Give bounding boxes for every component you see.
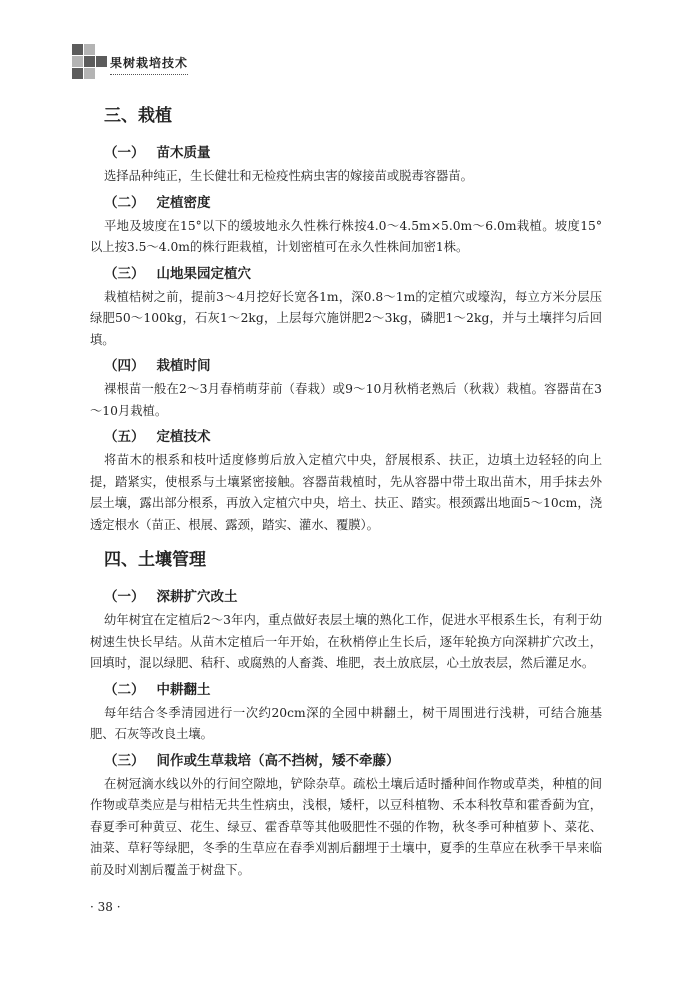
subsection-heading — [104, 426, 602, 448]
subsection-title: 间作或生草栽培（高不挡树，矮不牵藤） — [156, 752, 400, 769]
page-number: · 38 · — [90, 900, 121, 914]
subsection-heading — [104, 679, 602, 701]
page-content — [90, 104, 602, 885]
subsection-heading — [104, 263, 602, 285]
running-header — [72, 44, 212, 80]
subsection-number: （一） — [104, 589, 145, 605]
subsection-title: 中耕翻土 — [156, 681, 211, 698]
subsection-title: 定植密度 — [156, 194, 211, 211]
subsection-heading — [104, 586, 602, 608]
subsection-title: 栽植时间 — [156, 358, 211, 374]
paragraph: 将苗木的根系和枝叶适度修剪后放入定植穴中央，舒展根系、扶正，边填土边轻轻的向上提，踏紧实，使根系与土壤紧密接触。容器苗栽植时，先从容器中带土取出苗木，用手抹去外层土壤，露出部分根系，再放入定植穴中央，培土、扶正、踏实。根颈露出地面5～10cm，浇透定根水（苗正、根展、露颈，踏实、灌水、覆膜）。 — [90, 453, 602, 532]
section-title: 三、栽植 — [104, 106, 172, 126]
subsection-number: （二） — [104, 194, 145, 211]
subsection-number: （一） — [104, 145, 145, 161]
subsection-number: （二） — [104, 681, 145, 698]
paragraph: 选择品种纯正，生长健壮和无检疫性病虫害的嫁接苗或脱毒容器苗。 — [104, 169, 473, 183]
paragraph: 栽植桔树之前，提前3～4月挖好长宽各1m，深0.8～1m的定植穴或壕沟，每立方米分层压绿肥50～100kg，石灰1～2kg，上层每穴施饼肥2～3kg，磷肥1～2kg，并与土壤拌匀后回填。 — [90, 289, 602, 347]
paragraph: 平地及坡度在15°以下的缓坡地永久性株行株按4.0～4.5m×5.0m～6.0m栽植。坡度15°以上按3.5～4.0m的株行距栽植，计划密植可在永久性株间加密1株。 — [90, 218, 602, 254]
subsection-title: 定植技术 — [156, 429, 211, 445]
running-title: 果树栽培技术 — [110, 54, 188, 75]
paragraph: 幼年树宜在定植后2～3年内，重点做好表层土壤的熟化工作，促进水平根系生长，有利于幼树速生快长早结。从苗木定植后一年开始，在秋梢停止生长后，逐年轮换方向深耕扩穴改土，回填时，混以绿肥、秸秆、或腐熟的人畜粪、堆肥，表土放底层，心土放表层，然后灌足水。 — [90, 613, 602, 670]
subsection-heading — [104, 142, 602, 164]
subsection-title: 苗木质量 — [156, 145, 211, 161]
subsection-title: 山地果园定植穴 — [156, 265, 251, 282]
subsection-title: 深耕扩穴改土 — [156, 589, 238, 605]
subsection-heading — [104, 355, 602, 377]
subsection-number: （三） — [104, 265, 145, 282]
paragraph: 在树冠滴水线以外的行间空隙地，铲除杂草。疏松土壤后适时播种间作物或草类，种植的间作物或草类应是与柑桔无共生性病虫，浅根，矮杆，以豆科植物、禾本科牧草和霍香蓟为宜，春夏季可种黄豆、花生、绿豆、霍香草等其他吸肥性不强的作物，秋冬季可种植萝卜、菜花、油菜、草籽等绿肥，冬季的生草应在春季刈割后翻埋于土壤中，夏季的生草应在秋季干旱来临前及时刈割后覆盖于树盘下。 — [90, 776, 602, 877]
subsection-heading — [104, 192, 602, 214]
subsection-number: （五） — [104, 429, 145, 445]
subsection-heading — [104, 750, 602, 772]
checkered-squares-icon — [72, 44, 108, 80]
subsection-number: （三） — [104, 752, 145, 769]
paragraph: 裸根苗一般在2～3月春梢萌芽前（春栽）或9～10月秋梢老熟后（秋栽）栽植。容器苗在3～10月栽植。 — [90, 382, 602, 418]
subsection-number: （四） — [104, 358, 145, 374]
section-title: 四、土壤管理 — [104, 550, 206, 570]
paragraph: 每年结合冬季清园进行一次约20cm深的全园中耕翻土，树干周围进行浅耕，可结合施基肥、石灰等改良土壤。 — [90, 705, 602, 741]
